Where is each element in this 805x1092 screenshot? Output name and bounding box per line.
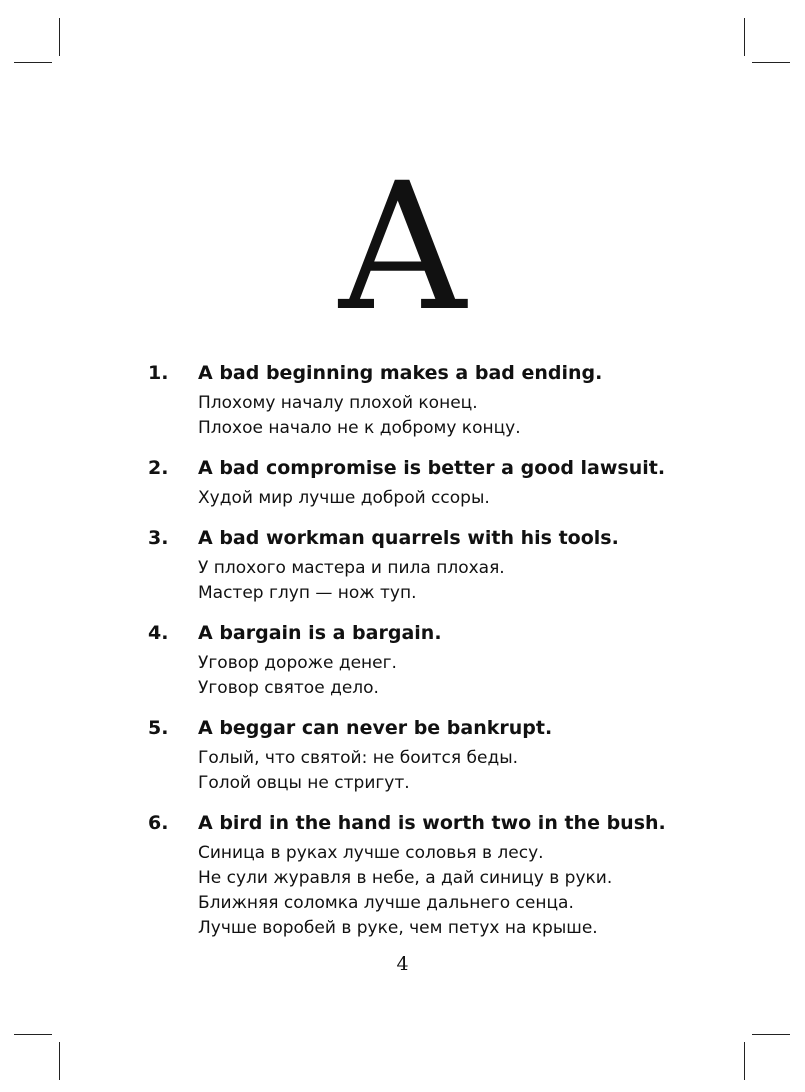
proverb-english: A bargain is a bargain. [198,622,442,644]
translation-line: Уговор дороже денег. [198,653,397,673]
translation-line: Не сули журавля в небе, а дай синицу в руки. [198,868,613,888]
translation-line: Худой мир лучше доброй ссоры. [198,488,490,508]
proverb-entry [148,810,668,941]
proverb-translations [198,746,668,796]
proverb-translations [198,556,668,606]
crop-mark-bottom-left-vertical [59,1042,60,1080]
translation-line: У плохого мастера и пила плохая. [198,558,505,578]
translation-line: Синица в руках лучше соловья в лесу. [198,843,544,863]
translation-line: Ближняя соломка лучше дальнего сенца. [198,893,574,913]
proverb-entry [148,620,668,701]
proverb-entry [148,525,668,606]
translation-line: Плохому началу плохой конец. [198,393,478,413]
translation-line: Плохое начало не к доброму концу. [198,418,521,438]
translation-line: Голой овцы не стригут. [198,773,410,793]
translation-line: Уговор святое дело. [198,678,379,698]
proverb-number: 4. [148,622,169,644]
proverb-number: 5. [148,717,169,739]
proverb-translations [198,651,668,701]
crop-mark-bottom-right-vertical [744,1042,745,1080]
crop-mark-top-right-vertical [744,18,745,56]
crop-mark-top-left-vertical [59,18,60,56]
proverb-english: A bird in the hand is worth two in the bush. [198,812,666,834]
proverb-translations [198,391,668,441]
crop-mark-bottom-left-horizontal [14,1034,52,1035]
translation-line: Голый, что святой: не боится беды. [198,748,519,768]
proverb-number: 1. [148,362,169,384]
crop-mark-top-left-horizontal [14,62,52,63]
page-number: 4 [396,953,409,975]
proverb-list [148,360,668,941]
proverb-english: A beggar can never be bankrupt. [198,717,553,739]
proverb-english: A bad workman quarrels with his tools. [198,527,619,549]
proverb-translations [198,841,668,941]
proverb-english: A bad compromise is better a good lawsuit. [198,457,666,479]
proverb-entry [148,455,668,511]
proverb-translations [198,486,668,511]
proverb-number: 2. [148,457,169,479]
proverb-number: 3. [148,527,169,549]
translation-line: Мастер глуп — нож туп. [198,583,417,603]
proverb-entry [148,715,668,796]
section-letter: A [338,145,467,350]
proverb-number: 6. [148,812,169,834]
proverb-english: A bad beginning makes a bad ending. [198,362,603,384]
crop-mark-bottom-right-horizontal [752,1034,790,1035]
crop-mark-top-right-horizontal [752,62,790,63]
translation-line: Лучше воробей в руке, чем петух на крыше. [198,918,598,938]
proverb-entry [148,360,668,441]
